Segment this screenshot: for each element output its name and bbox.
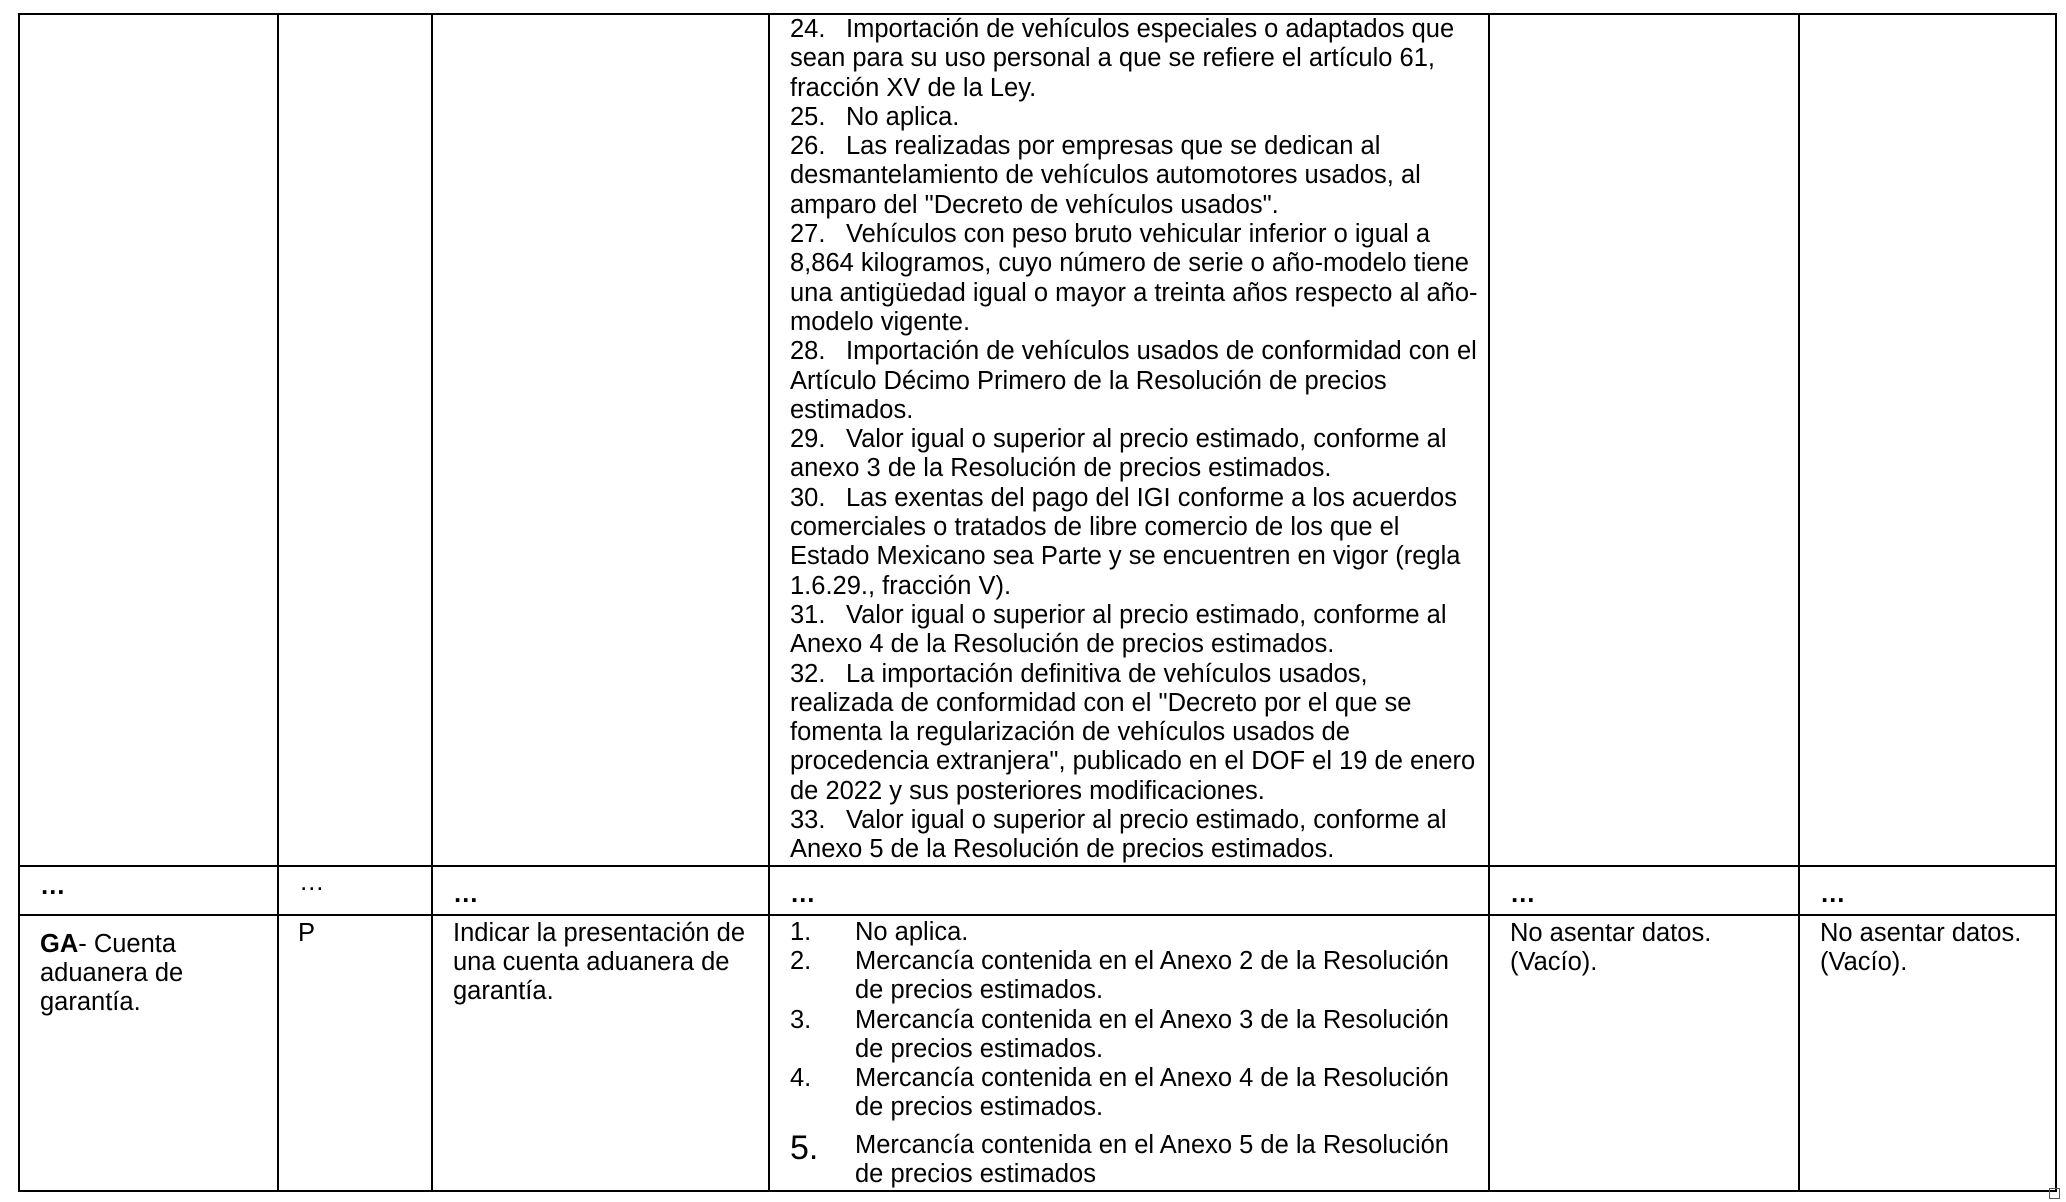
item-text: Mercancía contenida en el Anexo 2 de la Resolución de precios estimados. (855, 946, 1449, 1005)
table-cell (1489, 866, 1799, 915)
list-item (790, 337, 1478, 425)
ellipsis: … (790, 879, 817, 908)
item-number: 1. (790, 917, 812, 946)
table-cell (1489, 915, 1799, 1191)
identifier-description-cell (432, 915, 769, 1191)
identifier-name: - Cuenta aduanera de garantía. (40, 929, 184, 1017)
complement-list (770, 15, 1488, 865)
item-text: Mercancía contenida en el Anexo 4 de la Resolución de precios estimados. (855, 1064, 1449, 1122)
list-item (790, 660, 1478, 806)
item-text: Mercancía contenida en el Anexo 3 de la Resolución de precios estimados. (855, 1005, 1449, 1063)
identifier-type: P (298, 918, 316, 947)
ellipsis: … (40, 871, 67, 900)
ellipsis: … (1820, 879, 1847, 908)
resize-handle[interactable] (2049, 1188, 2060, 1199)
item-number: 29. (790, 425, 826, 454)
list-item (790, 806, 1478, 865)
item-text: Las exentas del pago del IGI conforme a los acuerdos comerciales o tratados de libre comercio de los que el Estado Mexicano sea Parte y se encuentren en vigor (regla 1.6.29., fracción V). (790, 483, 1461, 600)
item-number: 31. (790, 600, 826, 629)
list-item (790, 1128, 1478, 1190)
identifiers-table (18, 13, 2057, 1192)
table-cell (278, 14, 432, 866)
ellipsis-row (19, 866, 2056, 915)
item-text: La importación definitiva de vehículos usados, realizada de conformidad con el "Decreto por el que se fomenta la regularización de vehículos usados de procedencia extranjera", publicado en el DOF el 19 de enero de 2022 y sus posteriores modificaciones. (790, 659, 1476, 805)
list-item (790, 918, 1478, 947)
item-number: 32. (790, 659, 826, 688)
item-number: 2. (790, 946, 812, 975)
table-cell (1489, 14, 1799, 866)
item-number: 4. (790, 1064, 812, 1093)
item-number: 3. (790, 1005, 812, 1034)
item-text: No aplica. (846, 102, 960, 131)
identifier-description: Indicar la presentación de una cuenta aduanera de garantía. (453, 918, 746, 1006)
ellipsis: … (453, 879, 480, 908)
table-cell (19, 14, 278, 866)
list-item (790, 947, 1478, 1006)
table-cell (432, 866, 769, 915)
item-text: No aplica. (855, 917, 969, 946)
table-cell (432, 14, 769, 866)
item-number: 30. (790, 483, 826, 512)
item-text: Importación de vehículos usados de conformidad con el Artículo Décimo Primero de la Resolución de precios estimados. (790, 337, 1477, 424)
item-number: 24. (790, 15, 826, 43)
table-cell (769, 866, 1489, 915)
identifier-type-cell (278, 915, 432, 1191)
item-number: 28. (790, 337, 826, 366)
ellipsis: … (299, 867, 326, 896)
complement-list-cell (769, 915, 1489, 1191)
ellipsis: … (1510, 879, 1537, 908)
cell-text: No asentar datos. (Vacío). (1510, 918, 1712, 976)
table-cell (1799, 14, 2056, 866)
item-text: Valor igual o superior al precio estimado, conforme al Anexo 5 de la Resolución de precios estimados. (790, 806, 1447, 864)
item-text: Valor igual o superior al precio estimado, conforme al Anexo 4 de la Resolución de precios estimados. (790, 600, 1447, 659)
complement-list-cell (769, 14, 1489, 866)
item-text: Las realizadas por empresas que se dedican al desmantelamiento de vehículos automotores usados, al amparo del "Decreto de vehículos usados". (790, 132, 1421, 219)
list-item (790, 220, 1478, 337)
item-text: Vehículos con peso bruto vehicular inferior o igual a 8,864 kilogramos, cuyo número de serie o año-modelo tiene una antigüedad igual o mayor a treinta años respecto al año-modelo vigente. (790, 220, 1478, 336)
list-item (790, 15, 1478, 103)
item-number: 5. (790, 1128, 819, 1167)
list-item (790, 425, 1478, 484)
table-cell (1799, 915, 2056, 1191)
table-row (19, 915, 2056, 1191)
list-item (790, 1064, 1478, 1123)
table-row (19, 14, 2056, 866)
item-text: Valor igual o superior al precio estimado, conforme al anexo 3 de la Resolución de precios estimados. (790, 425, 1447, 483)
item-number: 25. (790, 102, 826, 131)
table-cell (1799, 866, 2056, 915)
item-number: 27. (790, 220, 826, 249)
identifier-key: GA (40, 929, 79, 958)
complement-list (770, 916, 1488, 1190)
table-cell (19, 866, 278, 915)
cell-text: No asentar datos. (Vacío). (1820, 918, 2022, 976)
item-text: Importación de vehículos especiales o adaptados que sean para su uso personal a que se refiere el artículo 61, fracción XV de la Ley. (790, 15, 1455, 102)
list-item (790, 103, 1478, 132)
item-text: Mercancía contenida en el Anexo 5 de la Resolución de precios estimados (855, 1130, 1449, 1188)
list-item (790, 132, 1478, 220)
item-number: 26. (790, 132, 826, 161)
item-number: 33. (790, 806, 826, 835)
identifier-key-cell (19, 915, 278, 1191)
table-cell (278, 866, 432, 915)
list-item (790, 484, 1478, 601)
list-item (790, 1006, 1478, 1065)
list-item (790, 601, 1478, 660)
